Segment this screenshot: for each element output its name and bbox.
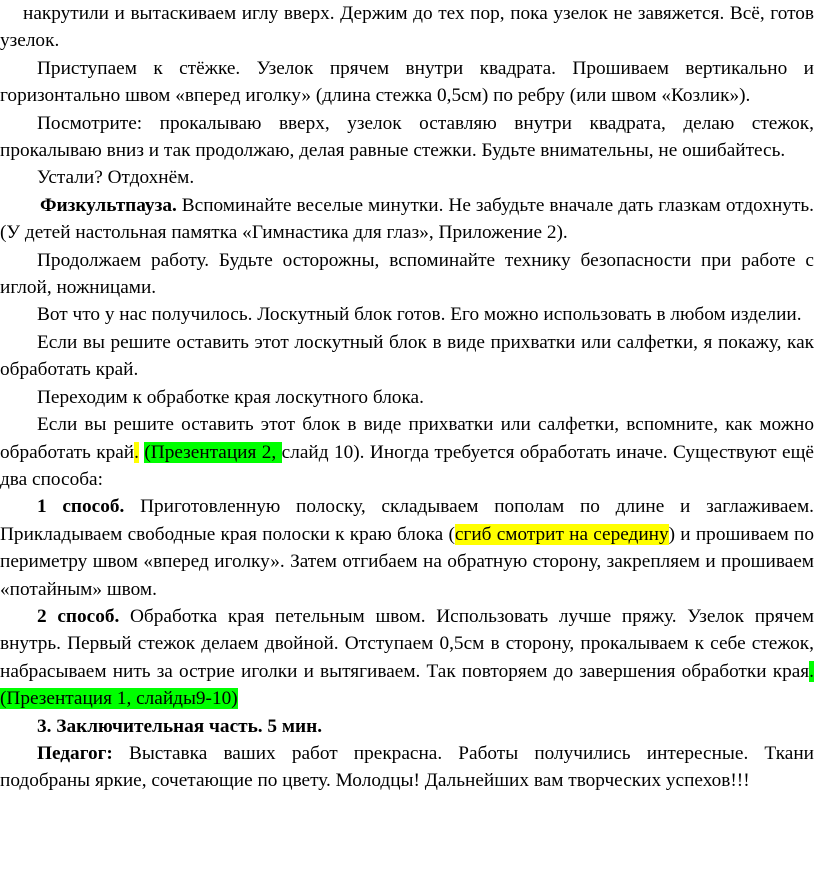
physical-break-label: Физкультпауза. [40,194,177,216]
teacher-label: Педагог: [37,742,113,764]
paragraph-teacher: Педагог: Выставка ваших работ прекрасна. Работы получились интересные. Ткани подобраны яркие, сочетающие по цвету. Молодцы! Дальнейших вам творческих успехов!!! [0,742,814,792]
paragraph-knot-finish: накрутили и вытаскиваем иглу вверх. Держим до тех пор, пока узелок не завяжется. Всё, готов узелок. [0,3,814,52]
paragraph-pot-holder: Если вы решите оставить этот лоскутный блок в виде прихватки или салфетки, я покажу, как обработать край. [0,331,814,381]
yellow-highlight: . [134,441,139,463]
paragraph-method-1: 1 способ. Приготовленную полоску, складываем пополам по длине и заглаживаем. Прикладываем свободные края полоски к краю блока (сгиб смотрит на середину) и прошиваем по периметру швом «вперед иголку». Затем отгибаем на обратную сторону, закрепляем и прошиваем «потайным» швом. [0,496,815,600]
paragraph-edge-methods: Если вы решите оставить этот блок в виде прихватки или салфетки, вспомните, как можно обработать край. (Презентация 2, слайд 10). Иногда требуется обработать иначе. Существуют ещё два способа: [0,414,814,490]
fold-center-highlight: сгиб смотрит на середину [454,523,669,545]
paragraph-demonstration: Посмотрите: прокалываю вверх, узелок оставляю внутри квадрата, делаю стежок, прокалываю вниз и так продолжаю, делая равные стежки. Будьте внимательны, не ошибайтесь. [0,112,814,162]
paragraph-edge-processing: Переходим к обработке края лоскутного блока. [37,386,424,408]
paragraph-tired: Устали? Отдохнём. [37,167,195,189]
paragraph-physical-break: Физкультпауза. Вспоминайте веселые минутки. Не забудьте вначале дать глазкам отдохнуть. (У детей настольная памятка «Гимнастика для глаз», Приложение 2). [0,194,814,244]
paragraph-final-part [0,713,814,740]
presentation-1-highlight: . (Презентация 1, слайды9-10) [0,660,814,710]
paragraph-method-2: 2 способ. Обработка края петельным швом. Использовать лучше пряжу. Узелок прячем внутрь. Первый стежок делаем двойной. Отступаем 0,5см в сторону, прокалываем к себе стежок, набрасываем нить за острие иголки и вытягиваем. Так повторяем до завершения обработки края. (Презентация 1, слайды9-10) [0,605,814,710]
method-2-label: 2 способ. [37,605,120,627]
presentation-2-highlight: (Презентация 2, [144,441,282,463]
paragraph-block-ready: Вот что у нас получилось. Лоскутный блок готов. Его можно использовать в любом изделии. [37,304,802,326]
paragraph-continue-work: Продолжаем работу. Будьте осторожны, вспоминайте технику безопасности при работе с иглой, ножницами. [0,249,814,299]
final-part-heading: 3. Заключительная часть. 5 мин. [37,715,323,737]
method-1-label: 1 способ. [37,496,125,518]
paragraph-quilting-start: Приступаем к стёжке. Узелок прячем внутри квадрата. Прошиваем вертикально и горизонтально швом «вперед иголку» (длина стежка 0,5см) по ребру (или швом «Козлик»). [0,57,814,107]
